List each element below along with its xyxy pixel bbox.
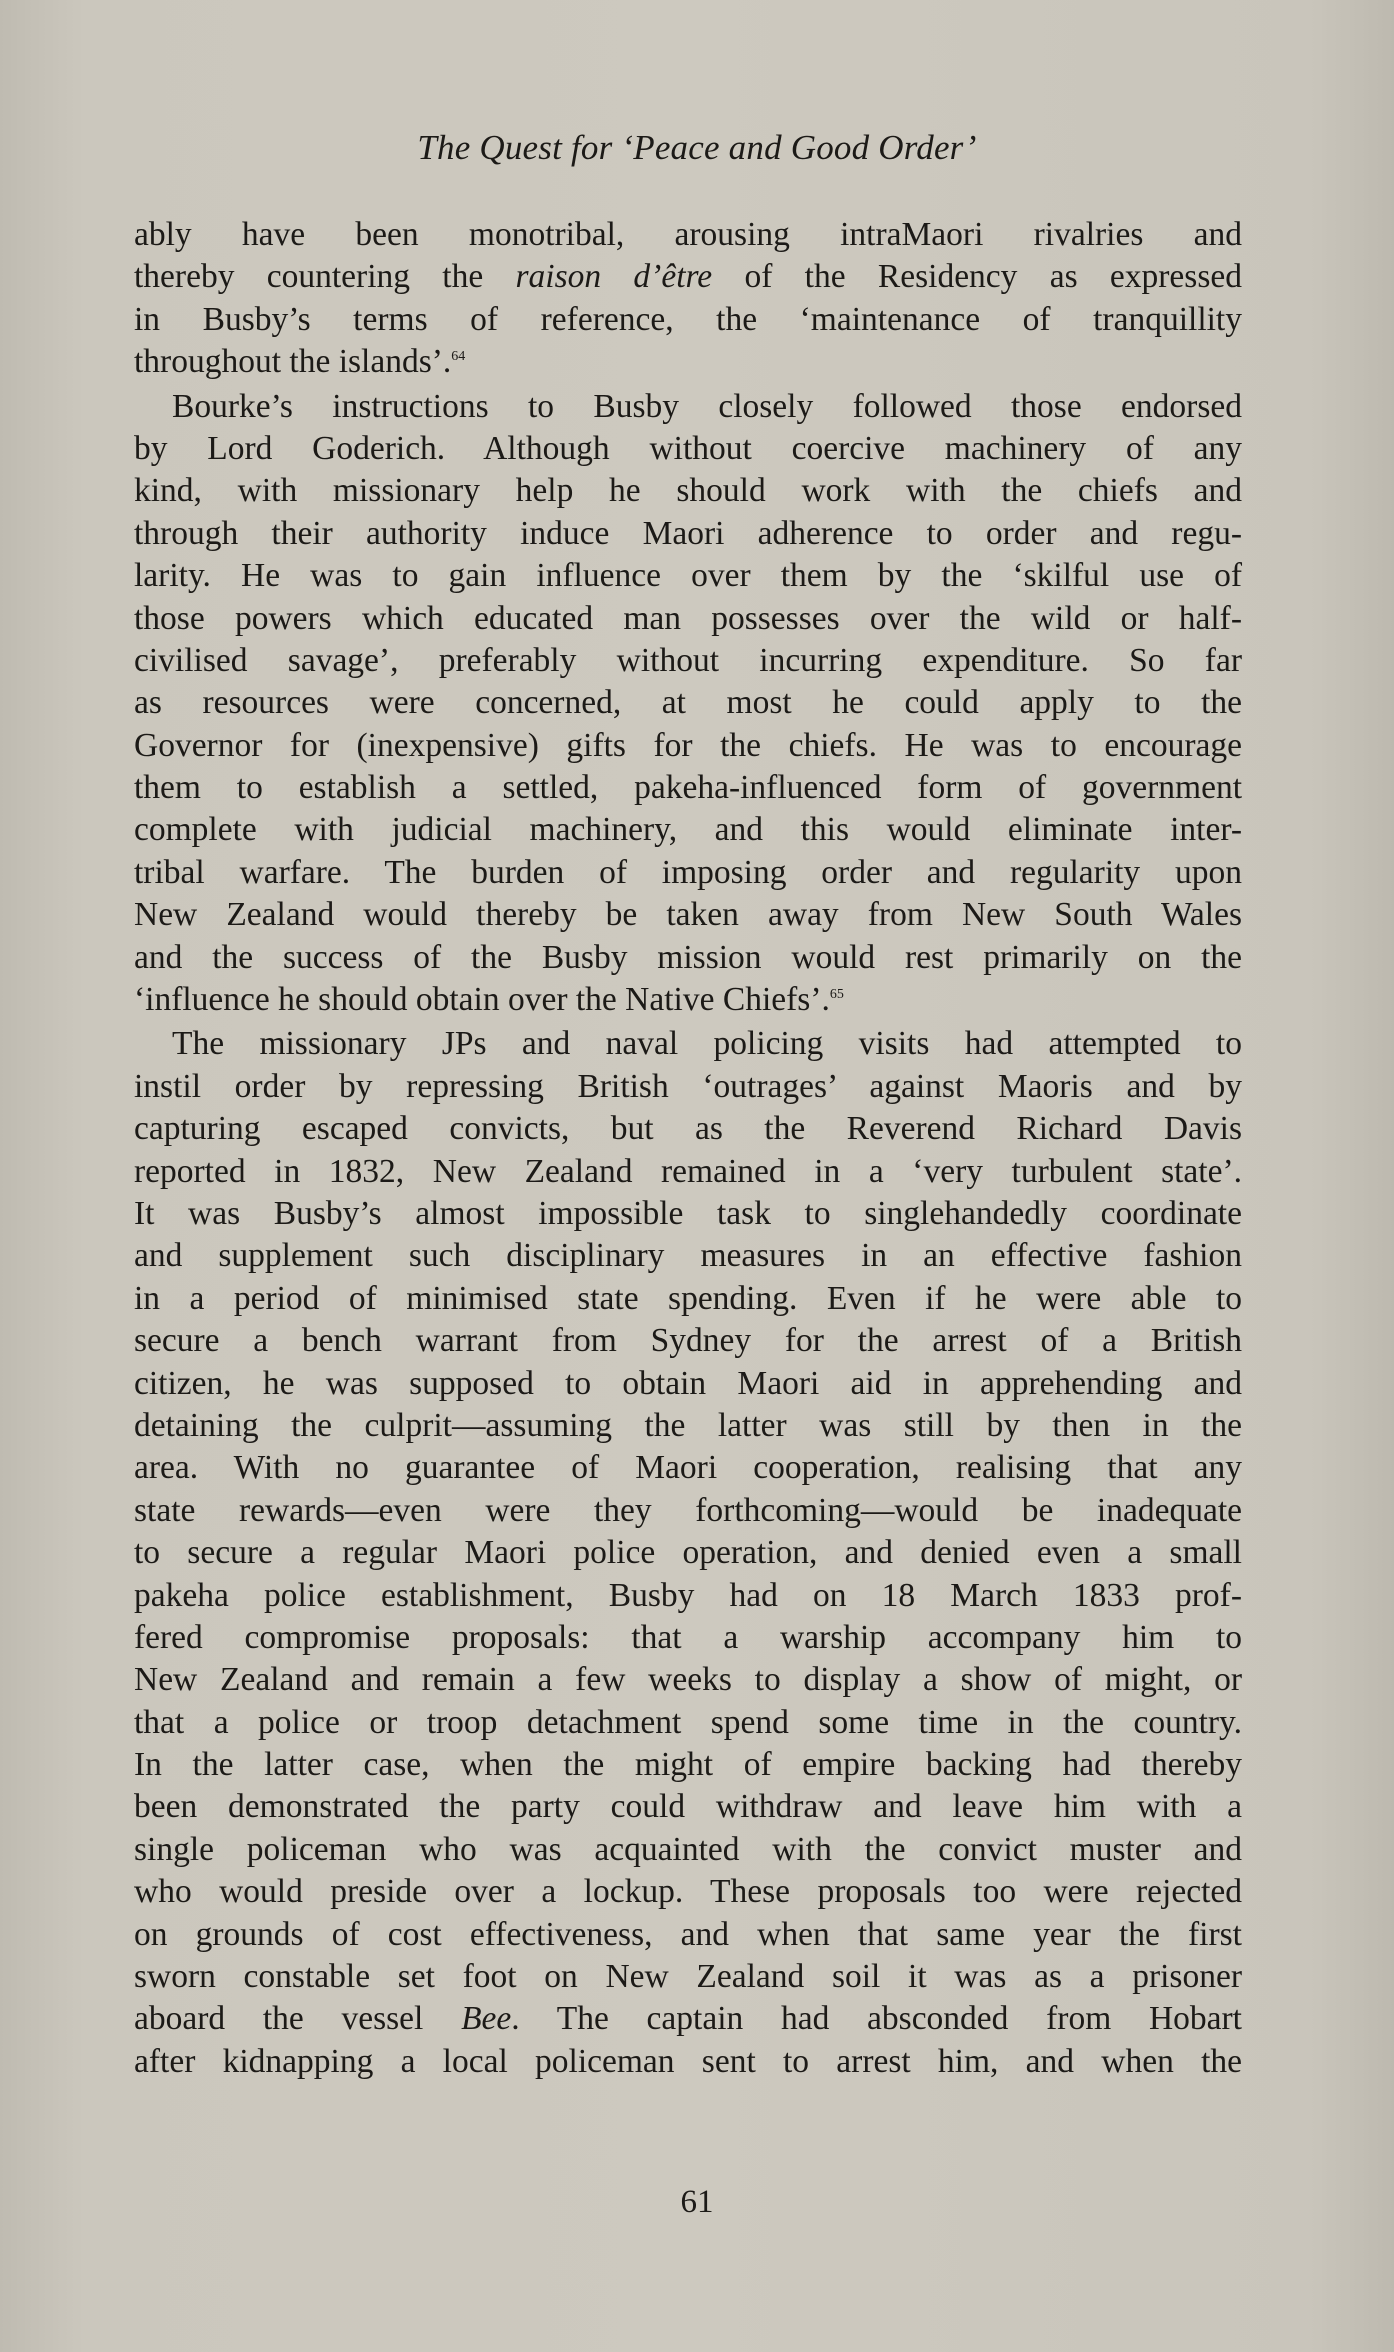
text-line: Bourke’s instructions to Busby closely followed those endorsed [172,387,1242,425]
text-line: by Lord Goderich. Although without coercive machinery of any [134,429,1242,467]
text-line: to secure a regular Maori police operation, and denied even a small [134,1534,1242,1572]
text-line: area. With no guarantee of Maori cooperation, realising that any [134,1449,1242,1487]
text-line: kind, with missionary help he should work with the chiefs and [134,472,1242,510]
text-line: ably have been monotribal, arousing intraMaori rivalries and [134,216,1242,253]
text-line: New Zealand and remain a few weeks to display a show of might, or [134,1661,1242,1699]
text-line: citizen, he was supposed to obtain Maori aid in apprehending and [134,1364,1242,1402]
text-line: In the latter case, when the might of empire backing had thereby [134,1746,1242,1784]
text-line: complete with judicial machinery, and this would eliminate inter- [134,811,1242,849]
text-line: secure a bench warrant from Sydney for the arrest of a British [134,1322,1242,1360]
text-line: them to establish a settled, pakeha-influenced form of government [134,769,1242,807]
text-line: and the success of the Busby mission would rest primarily on the [134,938,1242,976]
paragraph-3 [134,1023,1242,2083]
text-line: larity. He was to gain influence over them by the ‘skilful use of [134,557,1242,595]
text-line: that a police or troop detachment spend some time in the country. [134,1703,1242,1741]
text-line: single policeman who was acquainted with the convict muster and [134,1830,1242,1868]
footnote-marker: 65 [829,986,844,1002]
text-line: thereby countering the raison d’être of the Residency as expressed [134,258,1242,296]
text-line: who would preside over a lockup. These proposals too were rejected [134,1873,1242,1911]
text-line: The missionary JPs and naval policing visits had attempted to [172,1025,1242,1063]
text-line: through their authority induce Maori adherence to order and regu- [134,514,1242,552]
page-number: 61 [680,2184,714,2220]
paragraph-1 [134,214,1242,384]
text-line: New Zealand would thereby be taken away from New South Wales [134,896,1242,934]
text-line: sworn constable set foot on New Zealand soil it was as a prisoner [134,1958,1242,1996]
text-line: It was Busby’s almost impossible task to singlehandedly coordinate [134,1194,1242,1232]
text-line: state rewards—even were they forthcoming—would be inadequate [134,1491,1242,1529]
text-line: reported in 1832, New Zealand remained in a ‘very turbulent state’. [134,1152,1242,1190]
paragraph-2 [134,386,1242,1022]
text-line: capturing escaped convicts, but as the Reverend Richard Davis [134,1110,1242,1148]
text-line: pakeha police establishment, Busby had on 18 March 1833 prof- [134,1576,1242,1614]
text-line: after kidnapping a local policeman sent to arrest him, and when the [134,2042,1242,2080]
body-text [134,214,1242,2083]
text-line: those powers which educated man possesses over the wild or half- [134,599,1242,637]
text-line: ‘influence he should obtain over the Native Chiefs’.$^{65}$ [134,981,844,1019]
text-line: Governor for (inexpensive) gifts for the chiefs. He was to encourage [134,726,1242,764]
italic-vessel-name: Bee [461,2000,512,2038]
text-line: civilised savage’, preferably without incurring expenditure. So far [134,641,1242,679]
text-line: in Busby’s terms of reference, the ‘maintenance of tranquillity [134,300,1242,338]
text-line: as resources were concerned, at most he could apply to the [134,684,1242,722]
text-line: throughout the islands’.$^{64}$ [134,343,466,381]
italic-phrase: raison d’être [515,258,713,296]
text-line: tribal warfare. The burden of imposing order and regularity upon [134,853,1242,891]
text-line: detaining the culprit—assuming the latter was still by then in the [134,1406,1242,1444]
text-line: been demonstrated the party could withdraw and leave him with a [134,1788,1242,1826]
text-line: on grounds of cost effectiveness, and when that same year the first [134,1915,1242,1953]
text-line: aboard the vessel Bee. The captain had absconded from Hobart [134,2000,1242,2038]
text-line: instil order by repressing British ‘outrages’ against Maoris and by [134,1067,1242,1105]
text-line: fered compromise proposals: that a warship accompany him to [134,1618,1242,1656]
text-line: and supplement such disciplinary measures in an effective fashion [134,1237,1242,1275]
text-line: in a period of minimised state spending. Even if he were able to [134,1279,1242,1317]
running-head: The Quest for ‘Peace and Good Order’ [417,128,977,167]
footnote-marker: 64 [451,349,466,365]
